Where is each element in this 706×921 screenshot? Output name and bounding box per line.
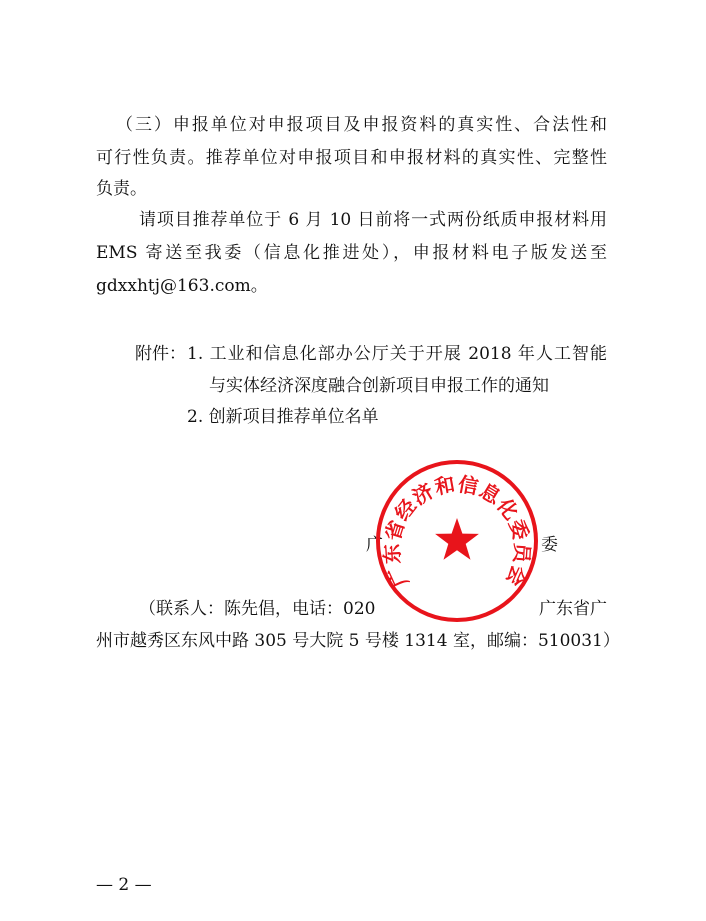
attachment-1-line-1: 1. 工业和信息化部办公厅关于开展 2018 年人工智能 [187, 344, 607, 364]
submission-line-1: 请项目推荐单位于 6 月 10 日前将一式两份纸质申报材料用 [139, 210, 607, 230]
submission-line-2: EMS 寄送至我委（信息化推进处），申报材料电子版发送至 [96, 243, 607, 263]
contact-line-1-left: （联系人：陈先倡，电话：020 [139, 599, 376, 619]
official-seal [374, 458, 540, 624]
email-address: gdxxhtj@163.com。 [96, 276, 268, 296]
contact-line-1-right: 广东省广 [539, 599, 607, 619]
paragraph-3-line-2: 可行性负责。推荐单位对申报项目和申报材料的真实性、完整性 [96, 148, 607, 168]
attachment-1-line-2: 与实体经济深度融合创新项目申报工作的通知 [209, 376, 549, 396]
seal-text: 广东省经济和信息化委员会 [379, 471, 535, 591]
issuer-left-fragment: 广 [366, 535, 383, 555]
paragraph-3-line-3: 负责。 [96, 179, 147, 199]
paragraph-3-line-1: （三）申报单位对申报项目及申报资料的真实性、合法性和 [116, 115, 607, 135]
attachment-2: 2. 创新项目推荐单位名单 [187, 407, 379, 427]
seal-star-icon [435, 518, 479, 560]
contact-line-2: 州市越秀区东风中路 305 号大院 5 号楼 1314 室，邮编：510031） [96, 631, 620, 651]
page-number: — 2 — [96, 875, 152, 895]
attachments-label: 附件： [135, 344, 186, 364]
issuer-right-fragment: 委 [541, 535, 558, 555]
